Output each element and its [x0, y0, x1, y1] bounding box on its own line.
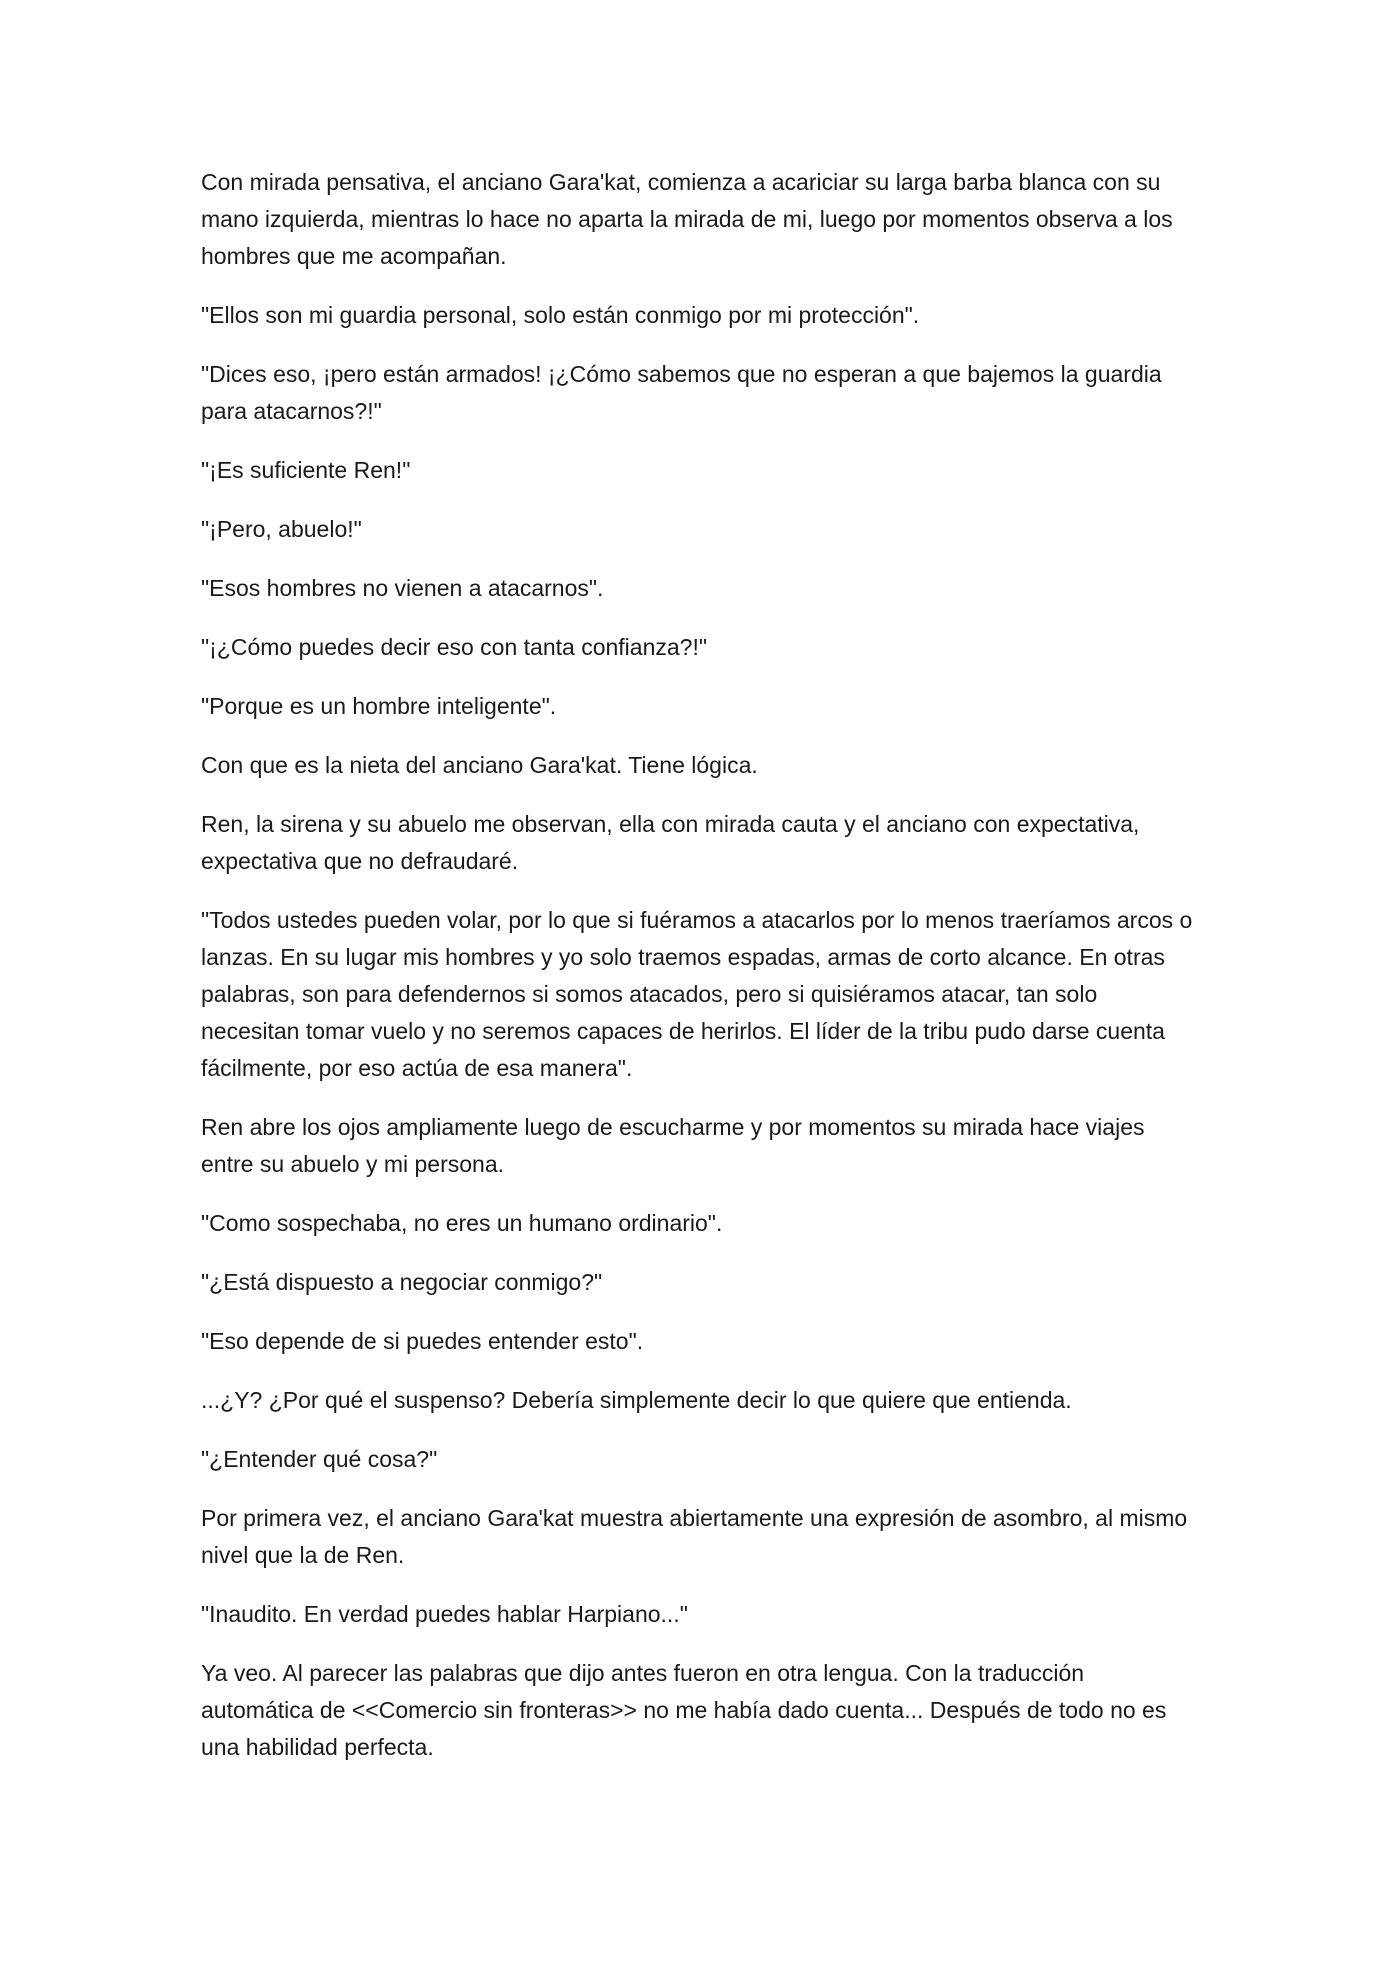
paragraph-1: Con mirada pensativa, el anciano Gara'kat, comienza a acariciar su larga barba blanca con su mano izquierda, mientras lo hace no aparta la mirada de mi, luego por momentos observa a los hombres que me acompañan. — [201, 169, 1173, 269]
paragraph-14: "¿Está dispuesto a negociar conmigo?" — [201, 1269, 603, 1295]
paragraph-12: Ren abre los ojos ampliamente luego de escucharme y por momentos su mirada hace viajes entre su abuelo y mi persona. — [201, 1114, 1145, 1177]
paragraph-11: "Todos ustedes pueden volar, por lo que si fuéramos a atacarlos por lo menos traeríamos arcos o lanzas. En su lugar mis hombres y yo solo traemos espadas, armas de corto alcance. En otras palabras, son para defendernos si somos atacados, pero si quisiéramos atacar, tan solo necesitan tomar vuelo y no seremos capaces de herirlos. El líder de la tribu pudo darse cuenta fácilmente, por eso actúa de esa manera". — [201, 907, 1193, 1081]
paragraph-17: "¿Entender qué cosa?" — [201, 1446, 438, 1472]
paragraph-15: "Eso depende de si puedes entender esto". — [201, 1328, 644, 1354]
paragraph-20: Ya veo. Al parecer las palabras que dijo antes fueron en otra lengua. Con la traducción automática de <<Comercio sin fronteras>> no me había dado cuenta... Después de todo no es una habilidad perfecta. — [201, 1660, 1167, 1760]
paragraph-8: "Porque es un hombre inteligente". — [201, 693, 557, 719]
paragraph-6: "Esos hombres no vienen a atacarnos". — [201, 575, 604, 601]
paragraph-5: "¡Pero, abuelo!" — [201, 516, 362, 542]
paragraph-7: "¡¿Cómo puedes decir eso con tanta confianza?!" — [201, 634, 707, 660]
paragraph-19: "Inaudito. En verdad puedes hablar Harpiano..." — [201, 1601, 688, 1627]
paragraph-4: "¡Es suficiente Ren!" — [201, 457, 411, 483]
document-body — [201, 164, 1201, 1788]
paragraph-3: "Dices eso, ¡pero están armados! ¡¿Cómo sabemos que no esperan a que bajemos la guardia para atacarnos?!" — [201, 361, 1162, 424]
paragraph-13: "Como sospechaba, no eres un humano ordinario". — [201, 1210, 723, 1236]
paragraph-18: Por primera vez, el anciano Gara'kat muestra abiertamente una expresión de asombro, al mismo nivel que la de Ren. — [201, 1505, 1188, 1568]
paragraph-16: ...¿Y? ¿Por qué el suspenso? Debería simplemente decir lo que quiere que entienda. — [201, 1387, 1072, 1413]
paragraph-9: Con que es la nieta del anciano Gara'kat. Tiene lógica. — [201, 752, 758, 778]
paragraph-10: Ren, la sirena y su abuelo me observan, ella con mirada cauta y el anciano con expectativa, expectativa que no defraudaré. — [201, 811, 1140, 874]
paragraph-2: "Ellos son mi guardia personal, solo están conmigo por mi protección". — [201, 302, 920, 328]
